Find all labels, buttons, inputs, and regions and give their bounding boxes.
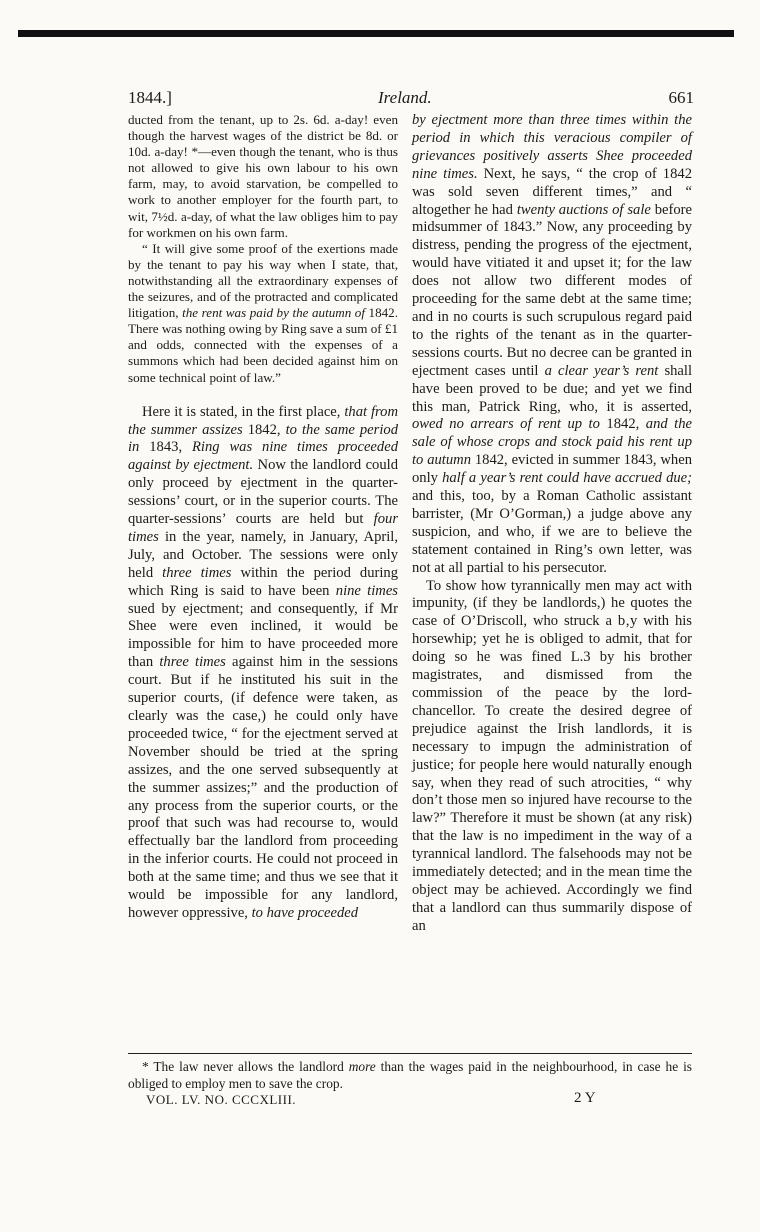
- quoted-paragraph: [128, 112, 398, 241]
- text-run: and this, too, by a Roman Catholic assistant barrister, (Mr O’Gorman,) a judge above any suspicion, and who, if we are to believe the statement contained in Ring’s own letter, was not at all partial to his persecutor.: [412, 488, 692, 576]
- text-run: 1842,: [242, 421, 286, 438]
- footnote: [128, 1058, 692, 1092]
- italic-text: by ejectment more than three times within the period in which this veracious compiler of grievances positively asserts Shee proceeded nine times.: [412, 112, 692, 182]
- quoted-paragraph: [128, 241, 398, 386]
- header-title: Ireland.: [378, 88, 432, 107]
- left-column: [128, 112, 398, 923]
- signature-mark: 2 Y: [574, 1090, 596, 1106]
- text-run: sued by ejectment; and consequently, if Mr Shee were even inclined, it would be impossible for him to have proceeded more than: [128, 600, 398, 671]
- italic-text: Ring was nine times proceeded against by ejectment.: [128, 439, 398, 474]
- paragraph: [412, 578, 692, 936]
- text-run: than the wages paid in the neighbourhood, in case he is obliged to employ men to save the crop.: [128, 1059, 692, 1091]
- text-run: shall have been proved to be due; and yet we find this man, Patrick Ring, who, it is asserted,: [412, 362, 693, 415]
- text-run: 1842,: [599, 416, 646, 433]
- paragraph: [128, 404, 398, 923]
- italic-text: three times: [159, 654, 226, 671]
- page-number: 661: [668, 88, 694, 107]
- italic-text: a clear year’s rent: [544, 362, 659, 379]
- text-run: 1842, evicted in summer 1843, when only: [412, 452, 692, 487]
- italic-text: nine times: [335, 582, 398, 599]
- italic-text: to have proceeded: [251, 904, 359, 921]
- italic-text: that from the summer assizes: [128, 403, 398, 438]
- paragraph: [412, 112, 692, 578]
- italic-text: the rent was paid by the autumn of: [182, 305, 365, 321]
- italic-text: half a year’s rent could have accrued due;: [442, 470, 692, 487]
- running-header: [128, 88, 694, 110]
- text-run: before midsummer of 1843.” Now, any proceeding by distress, pending the progress of the ejectment, would have vitiated it and upset it; for the law does not allow two different modes of proceeding for the same debt at the same time; and in no courts is such scrupulous regard paid to the rights of the tenant as in the quarter-sessions courts. But no decree can be granted in ejectment cases until: [412, 201, 693, 379]
- text-run: Now the landlord could only proceed by ejectment in the quarter-sessions’ court, or in the superior courts. The quarter-sessions’ courts are held but: [128, 457, 399, 528]
- italic-text: twenty auctions of sale: [516, 201, 651, 218]
- header-year: 1844.]: [128, 88, 172, 107]
- text-run: within the period during which Ring is said to have been: [128, 564, 398, 599]
- text-run: Here it is stated, in the first place,: [142, 403, 345, 420]
- text-run: ducted from the tenant, up to 2s. 6d. a-day! even though the harvest wages of the district be 8d. or 10d. a-day! *—even though the tenant, who is thus not allowed to give his own labour to his own farm, may, to avoid starvation, be compelled to work to another employer for the fourth part, to wit, 7½d. a-day, of what the law obliges him to pay for workmen on his own farm.: [128, 112, 398, 240]
- footnote-rule: [128, 1053, 692, 1054]
- right-column: [412, 112, 692, 936]
- text-run: * The law never allows the landlord: [142, 1059, 349, 1074]
- italic-text: owed no arrears of rent up to: [412, 416, 600, 433]
- italic-text: four times: [128, 511, 398, 545]
- italic-text: and the sale of whose crops and stock paid his rent up to autumn: [412, 416, 692, 469]
- italic-text: more: [348, 1059, 376, 1074]
- text-run: 1842. There was nothing owing by Ring save a sum of £1 and odds, connected with the expenses of a summons which had been decided against him on some technical point of law.”: [128, 305, 399, 385]
- italic-text: three times: [162, 564, 232, 581]
- italic-text: to the same period in: [128, 421, 398, 456]
- text-run: against him in the sessions court. But if he instituted his suit in the superior courts, (if defence were taken, as clearly was the case,) he could only have proceeded twice, “ for the ejectment served at November should be tried at the spring assizes, and the one served subsequently at the summer assizes;” and the production of any process from the superior courts, or the proof that such was had recourse to, would effectually bar the landlord from proceeding in the inferior courts. He could not proceed in both at the same time; and thus we see that it would be impossible for any landlord, however oppressive,: [128, 654, 398, 921]
- text-run: Next, he says, “ the crop of 1842 was sold seven different times,” and “ altogether he had: [412, 165, 692, 218]
- text-run: 1843,: [139, 439, 192, 456]
- text-run: in the year, namely, in January, April, July, and October. The sessions were only held: [128, 528, 398, 581]
- top-rule: [18, 30, 734, 37]
- text-run: “ It will give some proof of the exertions made by the tenant to pay his way when I state, that, notwithstanding all the extraordinary expenses of the seizures, and of the protracted and complicated litigation,: [128, 240, 398, 321]
- volume-line: VOL. LV. NO. CCCXLIII.: [146, 1092, 297, 1107]
- text-run: To show how tyrannically men may act with impunity, (if they be landlords,) he quotes the case of O’Driscoll, who struck a b‚y with his horsewhip; yet he is obliged to admit, that for doing so he was fined L.3 by his brother magistrates, and dismissed from the commission of the peace by the lord-chancellor. To create the desired degree of prejudice against the Irish landlords, it is necessary to impugn the administration of justice; for people here would naturally enough say, when they read of such atrocities, “ why don’t those men so injured have recourse to the law?” Therefore it must be shown (at any risk) that the law is no impediment in the way of a tyrannical landlord. The falsehoods may not be immediately detected; and in the mean time the object may be achieved. Accordingly we find that a landlord can thus summarily dispose of an: [412, 577, 692, 934]
